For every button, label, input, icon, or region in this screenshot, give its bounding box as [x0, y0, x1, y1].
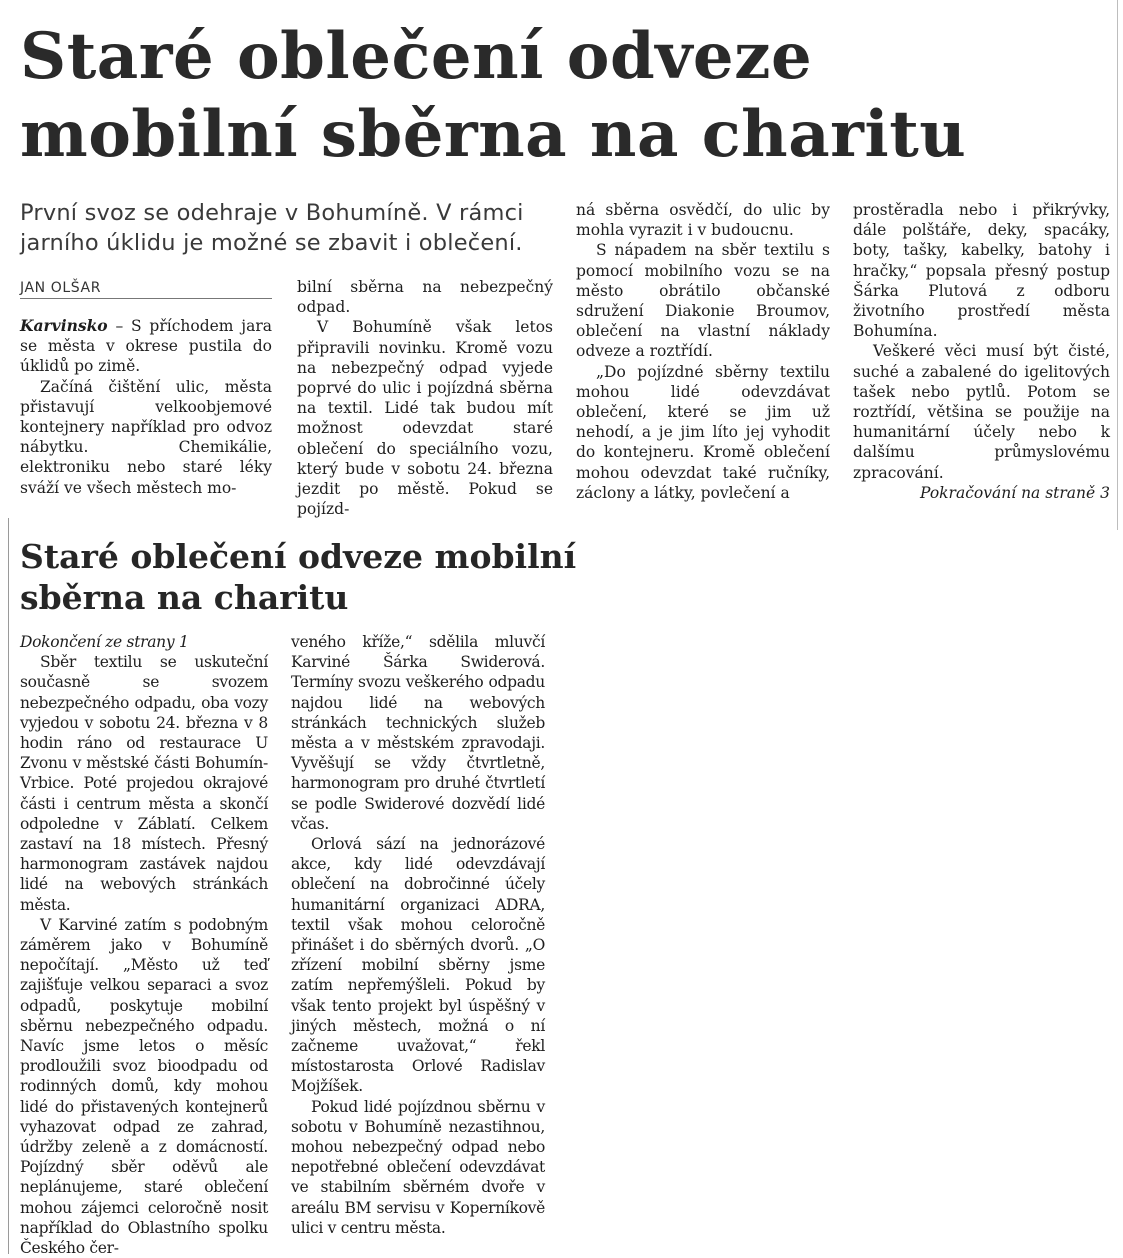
article2-column-1 [20, 632, 268, 1258]
main-headline: Staré oblečení odveze mobilní sběrna na charitu [20, 19, 967, 172]
paragraph: ná sběrna osvědčí, do ulic by mohla vyrazit i v budoucnu. [576, 201, 830, 240]
paragraph: Karvinsko – S příchodem jara se města v okrese pustila do úklidů po zimě. [20, 316, 272, 376]
paragraph: Začíná čištění ulic, města přistavují velkoobjemové kontejnery například pro odvoz nábytku. Chemikálie, elektroniku nebo staré léky sváží ve všech městech mo- [20, 377, 272, 497]
paragraph: Sběr textilu se uskuteční současně se svozem nebezpečného odpadu, oba vozy vyjedou v sobotu 24. března v 8 hodin ráno od restaurace U Zvonu v městské části Bohumín-Vrbice. Poté projedou okrajové části i centrum města a skončí odpoledne v Záblatí. Celkem zastaví na 18 místech. Přesný harmonogram zastávek najdou lidé na webových stránkách města. [20, 653, 268, 914]
paragraph: bilní sběrna na nebezpečný odpad. [297, 278, 553, 317]
continued-from-note: Dokončení ze strany 1 [20, 633, 189, 651]
continued-note: Pokračování na straně 3 [920, 483, 1110, 502]
paragraph: Pokud lidé pojízdnou sběrnu v sobotu v Bohumíně nezastihnou, mohou nebezpečný odpad nebo nepotřebné oblečení odevzdávat ve stabilním sběrném dvoře v areálu BM servisu v Koperníkově ulici v centru města. [291, 1097, 545, 1237]
paragraph: veného kříže,“ sdělila mluvčí Karviné Šárka Swiderová. Termíny svozu veškerého odpadu najdou lidé na webových stránkách technických služeb města a v městském zpravodaji. Vyvěšují se vždy čtvrtletně, harmonogram pro druhé čtvrtletí se podle Swiderové dozvědí lidé včas. [291, 633, 545, 833]
author-byline: JAN OLŠAR [20, 280, 272, 299]
column-rule [8, 518, 9, 1254]
dateline: Karvinsko [20, 316, 108, 335]
paragraph: Orlová sází na jednorázové akce, kdy lidé odevzdávají oblečení na dobročinné účely humanitární organizaci ADRA, textil však mohou celoročně přinášet i do sběrných dvorů. „O zřízení mobilní sběrny jsme zatím nepřemýšleli. Pokud by však tento projekt byl úspěšný v jiných městech, možná o ní začneme uvažovat,“ řekl místostarosta Orlové Radislav Mojžíšek. [291, 835, 545, 1096]
paragraph: Veškeré věci musí být čisté, suché a zabalené do igelitových tašek nebo pytlů. Potom se roztřídí, většina se použije na humanitární účely nebo k dalšímu průmyslovému zpracování. [853, 342, 1110, 482]
paragraph: V Karviné zatím s podobným záměrem jako v Bohumíně nepočítají. „Město už teď zajišťuje velkou separaci a svoz odpadů, poskytuje mobilní sběrnu nebezpečného odpadu. Navíc jsme letos o měsíc prodloužili svoz bioodpadu od rodinných domů, kdy mohou lidé do přistavených kontejnerů vyhazovat odpad ze zahrad, údržby zeleně a z domácností. Pojízdný sběr oděvů ale neplánujeme, staré oblečení mohou zájemci celoročně nosit například do Oblastního spolku Českého čer- [20, 915, 268, 1258]
paragraph: S nápadem na sběr textilu s pomocí mobilního vozu se na město obrátilo občanské sdružení Diakonie Broumov, oblečení na vlastní náklady odveze a roztřídí. [576, 241, 830, 361]
continuation-headline: Staré oblečení odveze mobilní sběrna na charitu [20, 537, 577, 617]
paragraph: V Bohumíně však letos připravili novinku. Kromě vozu na nebezpečný odpad vyjede poprvé do ulic i pojízdná sběrna na textil. Lidé tak budou mít možnost odevzdat staré oblečení do speciálního vozu, který bude v sobotu 24. března jezdit po městě. Pokud se pojízd- [297, 318, 553, 519]
article1-column-2 [297, 277, 553, 519]
article1-column-3 [576, 200, 830, 503]
lead-paragraph: První svoz se odehraje v Bohumíně. V rámci jarního úklidu je možné se zbavit i oblečení. [20, 200, 524, 256]
paragraph: „Do pojízdné sběrny textilu mohou lidé odevzdávat oblečení, které se jim už nehodí, a je jim líto jej vyhodit do kontejneru. Kromě oblečení mohou odevzdat také ručníky, záclony a látky, povlečení a [576, 362, 830, 502]
paragraph: prostěradla nebo i přikrývky, dále polštáře, deky, spacáky, boty, tašky, kabelky, batohy i hračky,“ popsala přesný postup Šárka Plutová z odboru životního prostředí města Bohumína. [853, 201, 1110, 341]
article1-column-4 [853, 200, 1110, 503]
page-edge-line [1117, 0, 1118, 530]
article2-column-2 [291, 632, 545, 1238]
article1-column-1 [20, 316, 272, 498]
